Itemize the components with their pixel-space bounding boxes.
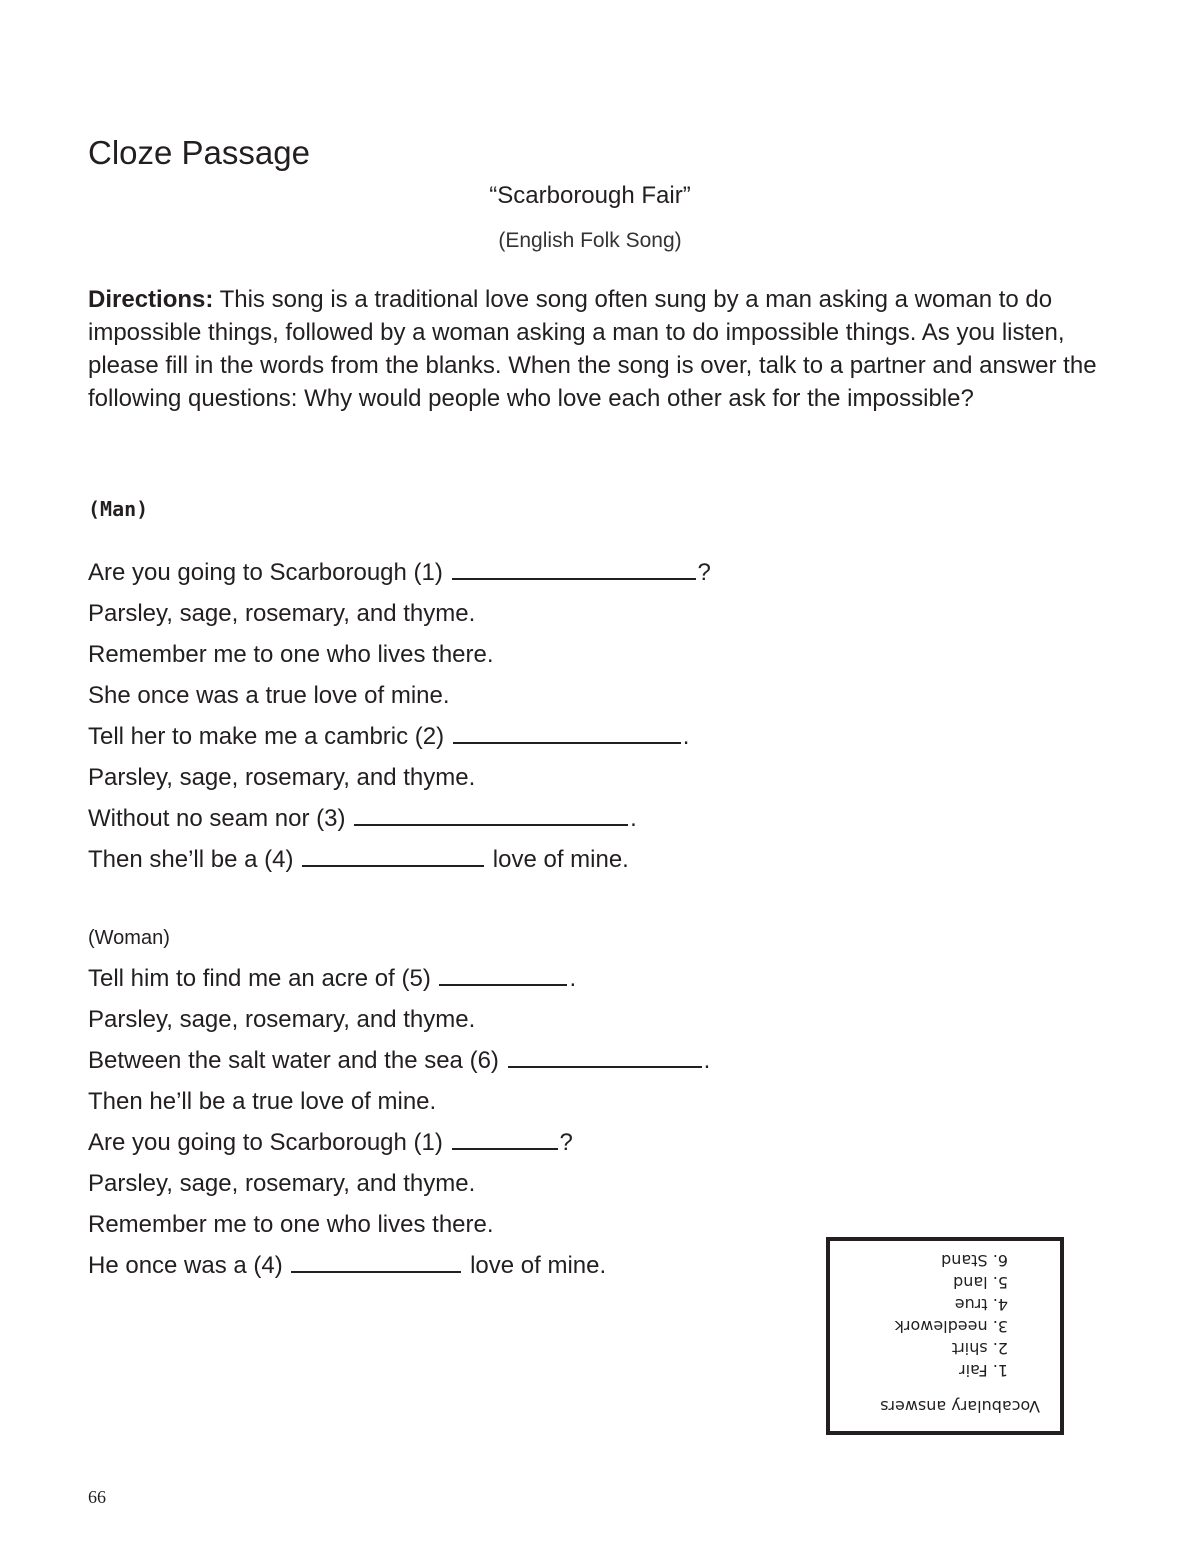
answer-item: 5. land xyxy=(953,1273,1008,1292)
fill-blank-2[interactable] xyxy=(453,720,681,744)
fill-blank-4[interactable] xyxy=(302,843,484,867)
lyric-line: Are you going to Scarborough (1) ? xyxy=(88,1122,710,1163)
lyric-line: Parsley, sage, rosemary, and thyme. xyxy=(88,1170,476,1197)
lyric-line: Remember me to one who lives there. xyxy=(88,641,494,668)
answer-item: 6. Stand xyxy=(941,1251,1008,1270)
lyric-line: Tell her to make me a cambric (2) . xyxy=(88,716,711,757)
directions xyxy=(88,283,1098,415)
fill-blank-1[interactable] xyxy=(452,556,696,580)
woman-lyrics xyxy=(88,958,710,1286)
lyric-line: Then he’ll be a true love of mine. xyxy=(88,1088,437,1115)
fill-blank-5[interactable] xyxy=(439,962,567,986)
fill-blank-6[interactable] xyxy=(508,1044,702,1068)
lyric-line: Then she’ll be a (4) love of mine. xyxy=(88,839,711,880)
woman-section-label: (Woman) xyxy=(88,927,170,949)
lyric-line: Are you going to Scarborough (1) ? xyxy=(88,552,711,593)
lyric-line: She once was a true love of mine. xyxy=(88,682,450,709)
answer-key-box xyxy=(826,1237,1064,1435)
answer-item: 1. Fair xyxy=(959,1361,1008,1380)
lyric-line: Without no seam nor (3) . xyxy=(88,798,711,839)
answer-item: 2. shirt xyxy=(951,1339,1008,1358)
lyric-line: He once was a (4) love of mine. xyxy=(88,1245,710,1286)
fill-blank-3[interactable] xyxy=(354,802,628,826)
lyric-line: Tell him to find me an acre of (5) . xyxy=(88,958,710,999)
lyric-line: Parsley, sage, rosemary, and thyme. xyxy=(88,1006,476,1033)
song-title: “Scarborough Fair” xyxy=(489,182,691,209)
fill-blank-4b[interactable] xyxy=(291,1249,461,1273)
song-subtitle: (English Folk Song) xyxy=(498,229,682,252)
lyric-line: Between the salt water and the sea (6) . xyxy=(88,1040,710,1081)
page-title: Cloze Passage xyxy=(88,134,310,171)
answer-key-heading: Vocabulary answers xyxy=(880,1397,1040,1416)
page-number: 66 xyxy=(88,1487,106,1507)
man-section-label: (Man) xyxy=(88,497,149,521)
directions-text: This song is a traditional love song often sung by a man asking a woman to do impossible things, followed by a woman asking a man to do impossible things. As you listen, please fill in the words from the blanks. When the song is over, talk to a partner and answer the following questions: Why would people who love each other ask for the impossible? xyxy=(88,286,1097,412)
answer-item: 3. needlework xyxy=(894,1317,1008,1336)
directions-label: Directions: xyxy=(88,286,214,313)
answer-key-list xyxy=(850,1249,1040,1381)
lyric-line: Parsley, sage, rosemary, and thyme. xyxy=(88,764,476,791)
lyric-line: Remember me to one who lives there. xyxy=(88,1211,494,1238)
lyric-line: Parsley, sage, rosemary, and thyme. xyxy=(88,600,476,627)
answer-key-upside-down xyxy=(830,1241,1060,1431)
man-lyrics xyxy=(88,552,711,880)
fill-blank-1b[interactable] xyxy=(452,1126,558,1150)
answer-item: 4. true xyxy=(954,1295,1008,1314)
